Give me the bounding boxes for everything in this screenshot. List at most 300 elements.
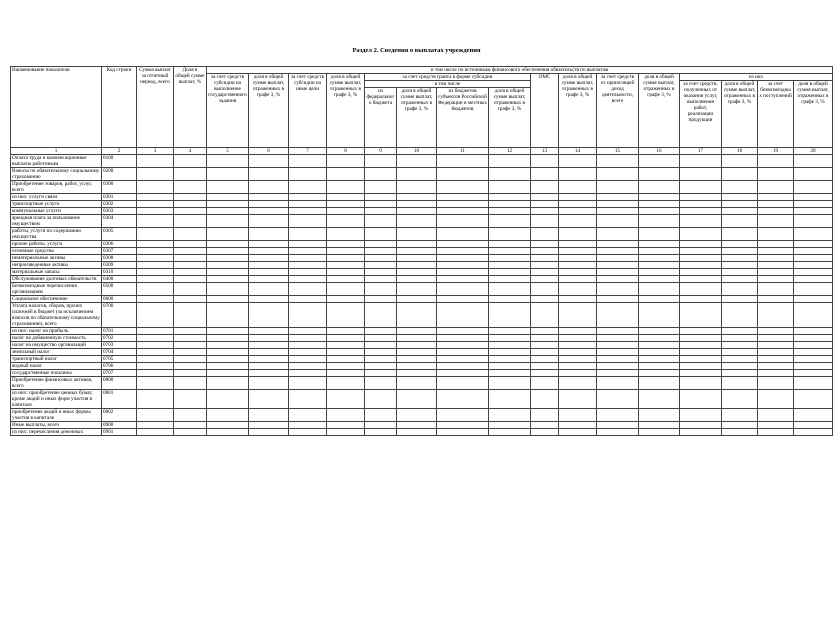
- value-cell: [639, 349, 680, 356]
- row-code: 0704: [102, 349, 137, 356]
- row-code: 0300: [102, 181, 137, 194]
- value-cell: [289, 241, 327, 248]
- value-cell: [559, 269, 597, 276]
- value-cell: [680, 422, 722, 429]
- value-cell: [531, 215, 559, 228]
- value-cell: [639, 377, 680, 390]
- value-cell: [722, 296, 758, 303]
- row-name: налог на добавленную стоимость: [11, 335, 102, 342]
- value-cell: [489, 363, 531, 370]
- value-cell: [365, 422, 397, 429]
- row-name: непроизведенные активы: [11, 262, 102, 269]
- row-code: 0307: [102, 248, 137, 255]
- row-code: 0310: [102, 269, 137, 276]
- value-cell: [559, 283, 597, 296]
- value-cell: [597, 328, 639, 335]
- value-cell: [437, 335, 489, 342]
- value-cell: [794, 429, 833, 436]
- value-cell: [365, 276, 397, 283]
- table-row: [11, 349, 833, 356]
- value-cell: [137, 194, 174, 201]
- value-cell: [722, 276, 758, 283]
- value-cell: [289, 269, 327, 276]
- value-cell: [722, 241, 758, 248]
- value-cell: [249, 269, 289, 276]
- header-share-g3-e: доля в общей сумме выплат, отраженных в графе 3, %: [559, 74, 597, 148]
- table-row: [11, 248, 833, 255]
- row-code: 0800: [102, 377, 137, 390]
- value-cell: [758, 356, 794, 363]
- value-cell: [489, 228, 531, 241]
- table-row: [11, 409, 833, 422]
- value-cell: [397, 342, 437, 349]
- column-numbers-row: [11, 148, 833, 155]
- value-cell: [137, 241, 174, 248]
- column-number: 8: [327, 148, 365, 155]
- value-cell: [597, 422, 639, 429]
- table-row: [11, 215, 833, 228]
- value-cell: [489, 248, 531, 255]
- value-cell: [249, 328, 289, 335]
- value-cell: [249, 248, 289, 255]
- value-cell: [597, 228, 639, 241]
- value-cell: [207, 349, 249, 356]
- value-cell: [437, 349, 489, 356]
- value-cell: [289, 296, 327, 303]
- header-code: Код строки: [102, 67, 137, 148]
- value-cell: [722, 335, 758, 342]
- value-cell: [137, 248, 174, 255]
- table-row: [11, 241, 833, 248]
- row-code: 0309: [102, 262, 137, 269]
- value-cell: [794, 283, 833, 296]
- value-cell: [597, 155, 639, 168]
- row-code: 0400: [102, 276, 137, 283]
- value-cell: [437, 303, 489, 328]
- header-gratuitous: за счет безвозмездных поступлений: [758, 81, 794, 148]
- column-number: 18: [722, 148, 758, 155]
- value-cell: [437, 255, 489, 262]
- value-cell: [249, 363, 289, 370]
- value-cell: [758, 215, 794, 228]
- value-cell: [489, 303, 531, 328]
- value-cell: [289, 283, 327, 296]
- value-cell: [794, 269, 833, 276]
- value-cell: [207, 208, 249, 215]
- column-number: 1: [11, 148, 102, 155]
- value-cell: [597, 194, 639, 201]
- value-cell: [249, 155, 289, 168]
- value-cell: [327, 228, 365, 241]
- value-cell: [327, 201, 365, 208]
- value-cell: [794, 363, 833, 370]
- value-cell: [639, 208, 680, 215]
- value-cell: [327, 363, 365, 370]
- value-cell: [365, 342, 397, 349]
- value-cell: [397, 155, 437, 168]
- value-cell: [207, 276, 249, 283]
- value-cell: [722, 422, 758, 429]
- value-cell: [365, 335, 397, 342]
- value-cell: [249, 208, 289, 215]
- value-cell: [722, 328, 758, 335]
- value-cell: [365, 328, 397, 335]
- value-cell: [327, 342, 365, 349]
- value-cell: [137, 390, 174, 409]
- value-cell: [758, 228, 794, 241]
- value-cell: [289, 390, 327, 409]
- value-cell: [249, 335, 289, 342]
- value-cell: [680, 390, 722, 409]
- value-cell: [365, 390, 397, 409]
- value-cell: [758, 409, 794, 422]
- value-cell: [489, 335, 531, 342]
- value-cell: [559, 208, 597, 215]
- value-cell: [639, 370, 680, 377]
- value-cell: [489, 409, 531, 422]
- value-cell: [794, 356, 833, 363]
- value-cell: [758, 335, 794, 342]
- value-cell: [365, 241, 397, 248]
- value-cell: [174, 248, 207, 255]
- value-cell: [289, 168, 327, 181]
- row-code: 0705: [102, 356, 137, 363]
- table-row: [11, 363, 833, 370]
- header-share-g3-f: доля в общей сумме выплат, отраженных в графе 3, %: [639, 74, 680, 148]
- value-cell: [559, 262, 597, 269]
- value-cell: [639, 356, 680, 363]
- table-row: [11, 194, 833, 201]
- header-income-activity: за счет средств от приносящей доход деятельности, всего: [597, 74, 639, 148]
- value-cell: [249, 356, 289, 363]
- value-cell: [327, 370, 365, 377]
- row-name: Безвозмездные перечисления организациям: [11, 283, 102, 296]
- value-cell: [137, 296, 174, 303]
- row-name: Социальное обеспечение: [11, 296, 102, 303]
- column-number: 2: [102, 148, 137, 155]
- value-cell: [489, 296, 531, 303]
- value-cell: [559, 228, 597, 241]
- value-cell: [597, 335, 639, 342]
- table-row: [11, 228, 833, 241]
- value-cell: [722, 342, 758, 349]
- row-code: 0100: [102, 155, 137, 168]
- value-cell: [289, 255, 327, 262]
- value-cell: [137, 276, 174, 283]
- value-cell: [758, 429, 794, 436]
- value-cell: [639, 228, 680, 241]
- value-cell: [758, 181, 794, 194]
- value-cell: [207, 342, 249, 349]
- table-row: [11, 429, 833, 436]
- column-number: 15: [597, 148, 639, 155]
- value-cell: [559, 429, 597, 436]
- value-cell: [639, 215, 680, 228]
- value-cell: [597, 255, 639, 262]
- value-cell: [207, 228, 249, 241]
- value-cell: [680, 328, 722, 335]
- value-cell: [365, 349, 397, 356]
- value-cell: [597, 409, 639, 422]
- value-cell: [174, 429, 207, 436]
- value-cell: [722, 194, 758, 201]
- value-cell: [639, 335, 680, 342]
- value-cell: [489, 349, 531, 356]
- row-code: 0700: [102, 303, 137, 328]
- value-cell: [758, 269, 794, 276]
- value-cell: [174, 363, 207, 370]
- value-cell: [758, 276, 794, 283]
- row-code: 0308: [102, 255, 137, 262]
- value-cell: [794, 303, 833, 328]
- value-cell: [289, 429, 327, 436]
- value-cell: [758, 262, 794, 269]
- value-cell: [327, 255, 365, 262]
- value-cell: [722, 429, 758, 436]
- value-cell: [137, 228, 174, 241]
- value-cell: [437, 377, 489, 390]
- value-cell: [365, 181, 397, 194]
- value-cell: [137, 363, 174, 370]
- value-cell: [758, 370, 794, 377]
- value-cell: [327, 276, 365, 283]
- value-cell: [397, 269, 437, 276]
- value-cell: [597, 208, 639, 215]
- value-cell: [489, 241, 531, 248]
- value-cell: [559, 303, 597, 328]
- value-cell: [289, 335, 327, 342]
- value-cell: [137, 356, 174, 363]
- value-cell: [365, 356, 397, 363]
- table-row: [11, 269, 833, 276]
- value-cell: [289, 194, 327, 201]
- value-cell: [531, 155, 559, 168]
- value-cell: [397, 335, 437, 342]
- value-cell: [531, 303, 559, 328]
- value-cell: [327, 390, 365, 409]
- value-cell: [531, 422, 559, 429]
- value-cell: [559, 248, 597, 255]
- value-cell: [397, 181, 437, 194]
- row-name: из них: услуги связи: [11, 194, 102, 201]
- value-cell: [531, 228, 559, 241]
- value-cell: [365, 255, 397, 262]
- header-subsidy-other: за счет средств субсидии на иные цели: [289, 74, 327, 148]
- value-cell: [680, 296, 722, 303]
- value-cell: [559, 241, 597, 248]
- value-cell: [207, 283, 249, 296]
- value-cell: [758, 194, 794, 201]
- value-cell: [597, 241, 639, 248]
- value-cell: [327, 409, 365, 422]
- value-cell: [597, 303, 639, 328]
- value-cell: [794, 201, 833, 208]
- value-cell: [597, 269, 639, 276]
- value-cell: [489, 377, 531, 390]
- value-cell: [758, 363, 794, 370]
- row-name: налог на имущество организаций: [11, 342, 102, 349]
- value-cell: [137, 335, 174, 342]
- value-cell: [397, 248, 437, 255]
- value-cell: [174, 296, 207, 303]
- value-cell: [639, 168, 680, 181]
- value-cell: [174, 181, 207, 194]
- value-cell: [137, 269, 174, 276]
- value-cell: [680, 208, 722, 215]
- value-cell: [680, 194, 722, 201]
- table-row: [11, 328, 833, 335]
- value-cell: [207, 363, 249, 370]
- value-cell: [137, 328, 174, 335]
- value-cell: [327, 194, 365, 201]
- row-code: 0801: [102, 390, 137, 409]
- value-cell: [680, 303, 722, 328]
- value-cell: [758, 208, 794, 215]
- value-cell: [559, 168, 597, 181]
- row-code: 0304: [102, 215, 137, 228]
- value-cell: [722, 303, 758, 328]
- column-number: 13: [531, 148, 559, 155]
- value-cell: [174, 262, 207, 269]
- header-grant-group: за счет средств гранта в форме субсидии: [365, 74, 531, 81]
- row-code: 0701: [102, 328, 137, 335]
- value-cell: [597, 181, 639, 194]
- value-cell: [174, 241, 207, 248]
- value-cell: [437, 181, 489, 194]
- value-cell: [397, 363, 437, 370]
- value-cell: [489, 422, 531, 429]
- row-code: 0703: [102, 342, 137, 349]
- value-cell: [722, 356, 758, 363]
- header-share-g3-d: доля в общей сумме выплат, отраженных в графе 3, %: [489, 88, 531, 148]
- value-cell: [207, 429, 249, 436]
- value-cell: [597, 390, 639, 409]
- value-cell: [680, 342, 722, 349]
- value-cell: [639, 155, 680, 168]
- value-cell: [489, 208, 531, 215]
- row-name: из них: перечисления денежных: [11, 429, 102, 436]
- value-cell: [137, 168, 174, 181]
- row-name: Приобретение финансовых активов, всего: [11, 377, 102, 390]
- value-cell: [758, 168, 794, 181]
- value-cell: [249, 422, 289, 429]
- value-cell: [365, 155, 397, 168]
- value-cell: [207, 377, 249, 390]
- value-cell: [365, 248, 397, 255]
- value-cell: [758, 303, 794, 328]
- value-cell: [559, 201, 597, 208]
- value-cell: [207, 409, 249, 422]
- value-cell: [680, 168, 722, 181]
- value-cell: [559, 370, 597, 377]
- value-cell: [639, 363, 680, 370]
- value-cell: [531, 201, 559, 208]
- value-cell: [639, 181, 680, 194]
- column-number: 5: [207, 148, 249, 155]
- value-cell: [249, 228, 289, 241]
- value-cell: [174, 377, 207, 390]
- row-code: 0900: [102, 422, 137, 429]
- value-cell: [758, 201, 794, 208]
- value-cell: [327, 181, 365, 194]
- value-cell: [680, 409, 722, 422]
- value-cell: [207, 155, 249, 168]
- value-cell: [174, 215, 207, 228]
- value-cell: [722, 155, 758, 168]
- value-cell: [758, 377, 794, 390]
- value-cell: [794, 168, 833, 181]
- row-code: 0301: [102, 194, 137, 201]
- value-cell: [397, 303, 437, 328]
- value-cell: [722, 390, 758, 409]
- value-cell: [327, 155, 365, 168]
- value-cell: [559, 181, 597, 194]
- value-cell: [207, 335, 249, 342]
- table-body: [11, 155, 833, 436]
- value-cell: [639, 342, 680, 349]
- value-cell: [365, 228, 397, 241]
- column-number: 6: [249, 148, 289, 155]
- header-name: Наименование показателя: [11, 67, 102, 148]
- value-cell: [289, 248, 327, 255]
- value-cell: [207, 255, 249, 262]
- value-cell: [437, 390, 489, 409]
- value-cell: [437, 201, 489, 208]
- value-cell: [489, 201, 531, 208]
- value-cell: [207, 356, 249, 363]
- value-cell: [207, 248, 249, 255]
- value-cell: [794, 349, 833, 356]
- value-cell: [597, 296, 639, 303]
- payments-table: [10, 66, 833, 436]
- value-cell: [365, 429, 397, 436]
- value-cell: [174, 194, 207, 201]
- value-cell: [531, 181, 559, 194]
- header-of-them: из них: [680, 74, 833, 81]
- row-name: земельный налог: [11, 349, 102, 356]
- column-number: 17: [680, 148, 722, 155]
- value-cell: [794, 342, 833, 349]
- table-row: [11, 276, 833, 283]
- value-cell: [174, 303, 207, 328]
- row-name: материальные запасы: [11, 269, 102, 276]
- value-cell: [437, 262, 489, 269]
- value-cell: [289, 409, 327, 422]
- value-cell: [794, 335, 833, 342]
- value-cell: [559, 422, 597, 429]
- row-code: 0802: [102, 409, 137, 422]
- header-share-g3-c: доля в общей сумме выплат, отраженных в графе 3, %: [397, 88, 437, 148]
- value-cell: [397, 422, 437, 429]
- value-cell: [639, 201, 680, 208]
- value-cell: [531, 269, 559, 276]
- value-cell: [437, 409, 489, 422]
- value-cell: [437, 215, 489, 228]
- value-cell: [531, 276, 559, 283]
- value-cell: [174, 208, 207, 215]
- value-cell: [174, 228, 207, 241]
- value-cell: [137, 422, 174, 429]
- header-share-total: Доля в общей сумме выплат, %: [174, 67, 207, 148]
- value-cell: [680, 335, 722, 342]
- value-cell: [365, 215, 397, 228]
- value-cell: [722, 201, 758, 208]
- value-cell: [722, 269, 758, 276]
- header-including: в том числе: [365, 81, 531, 88]
- value-cell: [794, 422, 833, 429]
- value-cell: [597, 215, 639, 228]
- value-cell: [639, 248, 680, 255]
